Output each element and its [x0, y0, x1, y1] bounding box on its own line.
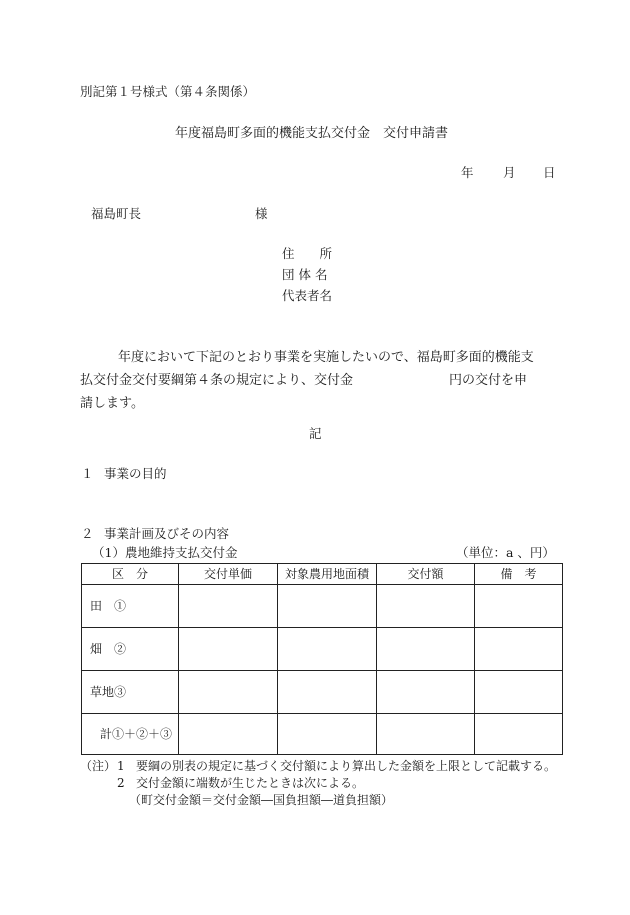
- applicant-address-label: 住 所: [282, 246, 333, 261]
- section1-number: １: [81, 466, 94, 481]
- body-line-2b: 円の交付を申: [449, 373, 528, 388]
- body-line-1: 年度において下記のとおり事業を実施したいので、福島町多面的機能支: [118, 350, 534, 365]
- table-cell[interactable]: [179, 585, 278, 628]
- table-cell[interactable]: [377, 628, 475, 671]
- note-1-number: 1: [117, 759, 125, 773]
- note-1-text: 要綱の別表の規定に基づく交付額により算出した金額を上限として記載する。: [136, 759, 557, 773]
- table-row: [82, 585, 563, 628]
- table-row: [82, 671, 563, 714]
- table-cell[interactable]: [278, 714, 377, 755]
- header-amount: 交付額: [377, 564, 475, 585]
- table-row: [82, 628, 563, 671]
- note-2-text: 交付金額に端数が生じたときは次による。: [136, 776, 365, 790]
- row-label-field: 畑 ②: [82, 628, 179, 671]
- ki-heading: 記: [309, 426, 322, 441]
- table-cell[interactable]: [475, 628, 563, 671]
- note-2-number: 2: [117, 776, 125, 790]
- body-line-3: 請します。: [80, 396, 144, 411]
- table-cell[interactable]: [278, 628, 377, 671]
- subsidy-table: [81, 563, 563, 755]
- body-line-2: [80, 369, 570, 392]
- date-day: 日: [543, 165, 556, 180]
- applicant-group-label: 団 体 名: [282, 267, 328, 282]
- form-id: 別記第１号様式（第４条関係）: [80, 84, 256, 99]
- table-cell[interactable]: [475, 671, 563, 714]
- body-line-2a: 払交付金交付要綱第４条の規定により、交付金: [80, 373, 354, 388]
- section2-number: ２: [81, 526, 94, 541]
- table-cell[interactable]: [475, 714, 563, 755]
- date-year: 年: [461, 165, 474, 180]
- section1-label: 事業の目的: [104, 466, 167, 481]
- table-cell[interactable]: [278, 585, 377, 628]
- date-month: 月: [503, 165, 516, 180]
- header-unit-price: 交付単価: [179, 564, 278, 585]
- table-row: [82, 714, 563, 755]
- note-formula: （町交付金額＝交付金額―国負担額―道負担額）: [129, 793, 394, 807]
- table-cell[interactable]: [475, 585, 563, 628]
- row-label-grassland: 草地③: [82, 671, 179, 714]
- row-label-paddy: 田 ①: [82, 585, 179, 628]
- table-cell[interactable]: [377, 714, 475, 755]
- section2-subtitle: （1）農地維持支払交付金: [92, 545, 238, 560]
- table-cell[interactable]: [278, 671, 377, 714]
- unit-label: （単位：a 、円）: [456, 545, 555, 560]
- note-prefix: （注）: [80, 759, 117, 773]
- header-target-area: 対象農用地面積: [278, 564, 377, 585]
- section2-label: 事業計画及びその内容: [104, 526, 230, 541]
- addressee-honorific: 様: [255, 206, 268, 221]
- table-cell[interactable]: [179, 671, 278, 714]
- table-cell[interactable]: [377, 671, 475, 714]
- application-body: [80, 346, 570, 415]
- table-cell[interactable]: [179, 628, 278, 671]
- table-cell[interactable]: [377, 585, 475, 628]
- addressee-name: 福島町長: [91, 206, 142, 221]
- applicant-representative-label: 代表者名: [282, 288, 333, 303]
- header-remarks: 備 考: [475, 564, 563, 585]
- header-category: 区 分: [82, 564, 179, 585]
- row-label-total: 計①＋②＋③: [82, 714, 179, 755]
- table-cell[interactable]: [179, 714, 278, 755]
- document-title: 年度福島町多面的機能支払交付金 交付申請書: [175, 126, 449, 141]
- table-header-row: [82, 564, 563, 585]
